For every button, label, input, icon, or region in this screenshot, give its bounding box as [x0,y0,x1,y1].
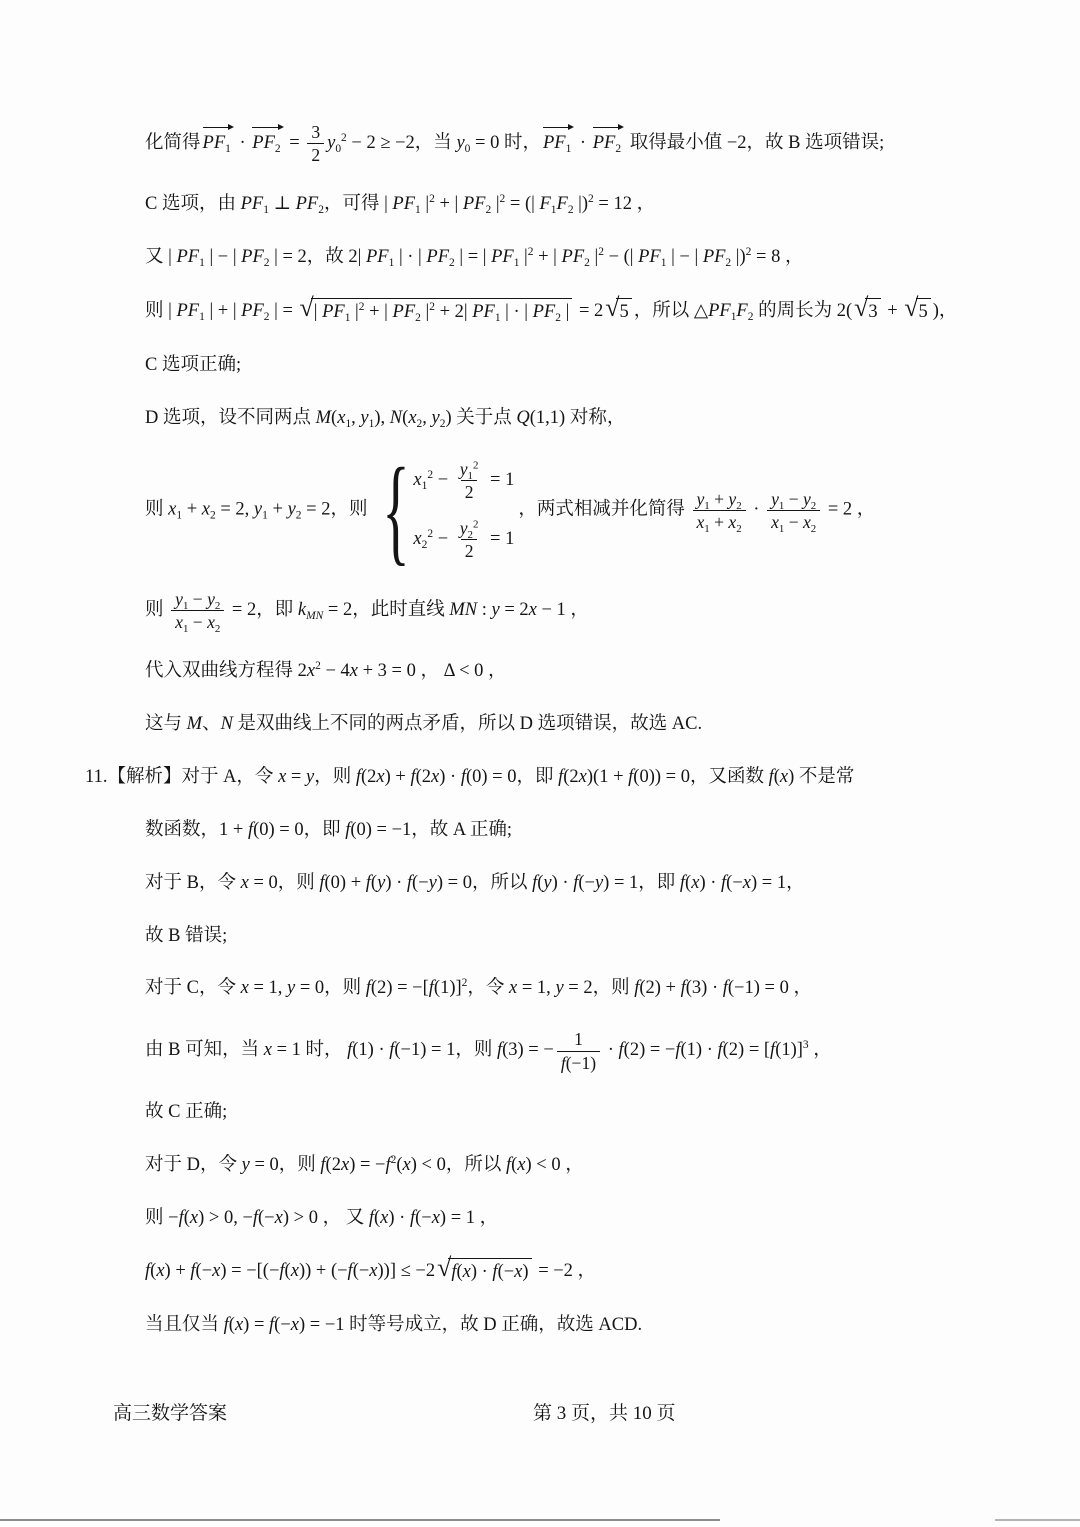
footer-page-number: 第 3 页，共 10 页 [533,1403,676,1424]
page-footer [0,1398,1080,1428]
q10-option-d-line-1: D 选项，设不同两点 $M(x_1$, $y_1$), $N(x_2$, $y_2$) 关于点 Q(1,1) 对称， [145,407,626,430]
document-body [85,122,1020,1366]
q10-option-c-conclusion: C 选项正确; [145,355,242,376]
q11-option-c-line-1: 对于 C，令 x = 1, y = 0，则 $f(2) = -[f(1)]^2$，令 x = 1, y = 2，则 f(2) + f(3) · f(−1) = 0 ， [145,977,812,999]
footer-doc-title: 高三数学答案 [113,1403,228,1424]
q11-option-d-line-1: 对于 D，令 y = 0，则 $f(2x) = -f^2(x) < 0$，所以 f(x) < 0 ， [145,1153,584,1175]
q10-option-c-line-3: 则 | $PF_1$ | + | $PF_2$ | = √ | $PF_1$ $|^2$ + | $PF_2$ $|^2 + 2|$ $PF_1$ | · | $PF_2$ | = 2 √ 5 ，所以 $\triangle PF_1F_2$ 的周长为 2( √ 3 + √ 5 )， [145,298,1020,326]
q11-analysis-option-a-line-1: 11.【解析】对于 A，令 x = y，则 f(2x) + f(2x) · f(0) = 0，即 f(2x)(1 + f(0)) = 0，又函数 f(x) 不是常 [85,766,855,787]
q10-option-b-line: 化简得 $PF_1 \cdot PF_2$ = $\frac{3}{2}$ $y_0^2 - 2 \ge -2$，当 $y_0 = 0$ 时， $PF_1 \cdot PF_2$ 取得最小值 −2，故 B 选项错误; [145,122,885,166]
q11-option-c-conclusion: 故 C 正确; [145,1101,228,1122]
q11-option-d-line-3: f(x) + f(−x) = −[(−f(x)) + (−f(−x))] ≤ −2 √ f(x) · f(−x) = −2 ， [145,1258,1020,1286]
q11-analysis-option-a-line-2: 数函数，1 + f(0) = 0，即 f(0) = −1，故 A 正确; [145,819,513,840]
scan-edge-line-right [995,1519,1080,1521]
q10-option-c-line-2: 又 | $PF_1$ | − | $PF_2$ | = 2，故 2| $PF_1$ | · | $PF_2$ | = | $PF_1$ $|^2$ + | $PF_2$ $|^2$ − (| $PF_1$ | − | $PF_2$ |)$^2$ = 8 ， [145,246,804,270]
q11-option-d-conclusion: 当且仅当 f(x) = f(−x) = −1 时等号成立，故 D 正确，故选 ACD. [145,1315,643,1336]
scan-edge-line [0,1519,720,1521]
q11-option-b-conclusion: 故 B 错误; [145,925,228,946]
q10-option-d-conclusion: 这与 M、N 是双曲线上不同的两点矛盾，所以 D 选项错误，故选 AC. [145,713,703,734]
q10-option-d-substitute-line: 代入双曲线方程得 $2x^2 - 4x + 3 = 0$ ， Δ < 0 ， [145,660,507,682]
q10-option-c-line-1: C 选项，由 $PF_1$ ⊥ $PF_2$，可得 | $PF_1$ $|^2$ + | $PF_2$ $|^2$ = (| $F_1F_2$ |)$^2$ = 12 ， [145,193,656,217]
q11-option-c-line-2: 由 B 可知，当 x = 1 时， f(1) · f(−1) = 1，则 f(3) = − $\frac{1}{f(-1)}$ · $f(2) = -f(1) \cdot f(2) = [f(1)]^3$ ， [145,1029,832,1073]
q11-option-b-line: 对于 B，令 x = 0，则 f(0) + f(y) · f(−y) = 0，所以 f(y) · f(−y) = 1，即 f(x) · f(−x) = 1， [145,872,805,893]
q11-option-d-line-2: 则 −f(x) > 0, −f(−x) > 0 ， 又 f(x) · f(−x) = 1 ， [145,1207,499,1228]
q10-option-d-system-line: 则 $x_1 + x_2 = 2$, $y_1 + y_2 = 2$，则 { $x_1^2$ − $\frac{y_1^2}{2}$ = 1 $x_2^2$ − $\frac{y_2^2}{2}$ = 1 ，两式相减并化简得 $\frac{y_1 + y_2}{x_1 + x_2}$ · $\frac{y_1 - y_2}{x_1 - x_2}$ = 2 ， [145,444,876,577]
q10-option-d-slope-line: 则 $\frac{y_1 - y_2}{x_1 - x_2}$ = 2，即 $k_{MN} = 2$，此时直线 MN : y = 2x − 1 ， [145,588,589,635]
